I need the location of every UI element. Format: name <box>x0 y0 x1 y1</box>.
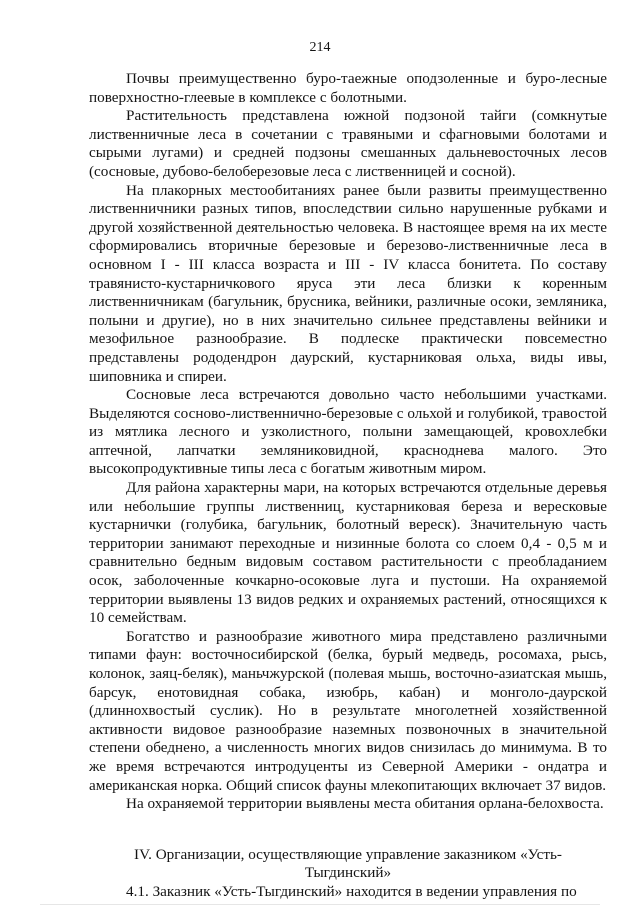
paragraph-eagle-habitats: На охраняемой территории выявлены места обитания орлана-белохвоста. <box>126 795 604 813</box>
paragraph-pine-forests: Сосновые леса встречаются довольно часто небольшими участками. Выделяются сосново-лиственнично-березовые с ольхой и голубикой, травостой из мятлика лесного и узколистного, полыни замещающей, кровохлебки аптечной, лапчатки земляниковидной, красноднева малого. Это высокопродуктивные типы леса с богатым животным миром. <box>89 386 607 478</box>
paragraph-plakor-habitats: На плакорных местообитаниях ранее были развиты преимущественно лиственничники разных типов, впоследствии сильно нарушенные рубками и другой хозяйственной деятельностью человека. В настоящее время на их месте сформировались вторичные березовые и березово-лиственничные леса в основном I - III класса возраста и III - IV класса бонитета. По составу травянисто-кустарничкового яруса эти леса близки к коренным лиственничникам (багульник, брусника, вейники, различные осоки, земляника, полыни и другие), но в них значительно сильнее представлены вейники и мезофильное разнообразие. В подлеске практически повсеместно представлены рододендрон даурский, кустарниковая ольха, виды ивы, шиповника и спиреи. <box>89 181 607 385</box>
paragraph-soils: Почвы преимущественно буро-таежные оподзоленные и буро-лесные поверхностно-глеевые в комплексе с болотными. <box>89 70 607 106</box>
clause-4-1: 4.1. Заказник «Усть-Тыгдинский» находится в ведении управления по <box>126 882 577 900</box>
paragraph-mari-bogs: Для района характерны мари, на которых встречаются отдельные деревья или небольшие группы лиственниц, кустарниковая береза и вересковые кустарнички (голубика, багульник, болотный вереск). Значительную часть территории занимают переходные и низинные болота со слоем 0,4 - 0,5 м и сравнительно бедным видовым составом растительности с преобладанием осок, заболоченные кочкарно-осоковые луга и пустоши. На охраняемой территории выявлены 13 видов редких и охраняемых растений, относящихся к 10 семействам. <box>89 479 607 627</box>
section-heading: IV. Организации, осуществляющие управление заказником «Усть-Тыгдинский» <box>134 845 562 882</box>
document-body <box>89 70 607 902</box>
page-number: 214 <box>309 40 331 55</box>
paragraph-vegetation: Растительность представлена южной подзоной тайги (сомкнутые лиственничные леса в сочетании с травяными и сфагновыми болотами и сырыми лугами) и средней подзоны смешанных дальневосточных лесов (сосновые, дубово-белоберезовые леса с лиственницей и сосной). <box>89 107 607 180</box>
paragraph-fauna: Богатство и разнообразие животного мира представлено различными типами фаун: восточносибирской (белка, бурый медведь, росомаха, рысь, колонок, заяц-беляк), маньчжурской (полевая мышь, восточно-азиатская мышь, барсук, енотовидная собака, изюбрь, кабан) и монголо-даурской (длиннохвостый суслик). Но в результате многолетней хозяйственной активности видовое разнообразие наземных позвоночных в значительной степени обеднено, а численность многих видов снизилась до минимума. В то же время встречаются интродуценты из Северной Америки - ондатра и американская норка. Общий список фауны млекопитающих включает 37 видов. <box>89 627 607 794</box>
